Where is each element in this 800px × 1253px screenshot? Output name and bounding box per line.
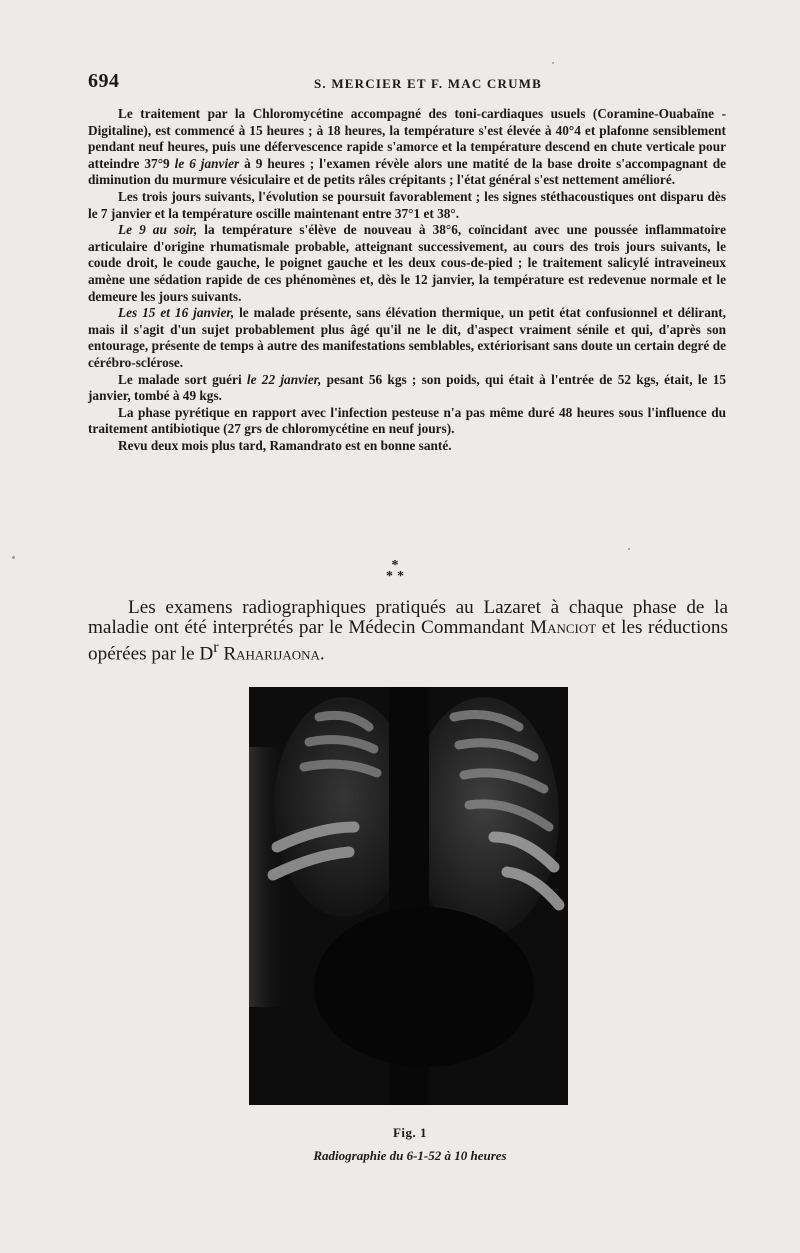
running-head: S. MERCIER ET F. MAC CRUMB: [313, 76, 543, 91]
italic-date: le 6 janvier: [174, 155, 240, 171]
author-name: Manciot: [530, 617, 597, 638]
figure-label: Fig. 1: [392, 1125, 428, 1140]
paragraph: [88, 106, 726, 189]
asterism-row-2: **: [386, 569, 408, 584]
lead-paragraph: [88, 598, 728, 664]
paragraph: Revu deux mois plus tard, Ramandrato est en bonne santé.: [118, 437, 452, 453]
paragraph: [88, 305, 726, 371]
italic-date: Les 15 et 16 janvier,: [118, 305, 235, 321]
print-speck: [12, 556, 15, 559]
text-span: et les réductions opérées par le D: [88, 617, 728, 665]
paragraph: [88, 598, 728, 664]
text-span: le malade présente, sans élévation thermique, un petit état confusionnel et délirant, mais il s'agit d'un sujet probablement plus âgé qu'il ne le dit, d'aspect vraiment sénile et qui, d'après son entourage, présente de temps à autre des manifestations semblables, extériorisant sans doute un certain degré de cérébro-sclérose.: [88, 305, 726, 370]
radiograph-image: [249, 687, 568, 1105]
text-span: Les examens radiographiques pratiqués au Lazaret à chaque phase de la maladie ont été interprétés par le Médecin Commandant: [88, 597, 728, 638]
superscript: r: [213, 639, 219, 656]
body-text: [88, 106, 726, 454]
paragraph: [88, 372, 726, 405]
text-span: Le malade sort guéri: [118, 371, 247, 387]
figure-caption: Radiographie du 6-1-52 à 10 heures: [313, 1148, 507, 1163]
text-span: Le traitement par la Chloromycétine accompagné des toni-cardiaques usuels (Coramine-Ouabaïne - Digitaline), est commencé à 15 heures ; à 18 heures, la température s'est élevée à 40°4 et plafonne sensiblement pendant neuf heures, puis une défervescence rapide s'amorce et la température descend en chute verticale pour atteindre 37°9: [88, 106, 726, 171]
page-number: 694: [88, 70, 120, 92]
text-span: la température s'élève de nouveau à 38°6, coïncidant avec une poussée inflammatoire articulaire d'origine rhumatismale probable, atteignant successivement, au cours des trois jours suivants, le coude droit, le coude gauche, le poignet gauche et les deux cous-de-pied ; le traitement salicylé intraveineux amène une sédation rapide de ces phénomènes et, dès le 12 janvier, la température est redevenue normale et le demeure les jours suivants.: [88, 222, 726, 304]
asterism-row-1: *: [391, 558, 399, 573]
page-header: [88, 70, 728, 94]
text-span: à 9 heures ; l'examen révèle alors une matité de la base droite s'accompagnant de diminution du murmure vésiculaire et de petits râles crépitants ; l'état général s'est nettement amélioré.: [88, 155, 726, 188]
paragraph: Les trois jours suivants, l'évolution se poursuit favorablement ; les signes stéthacoustiques ont disparu dès le 7 janvier et la température oscille maintenant entre 37°1 et 38°.: [88, 188, 726, 221]
paragraph: [88, 222, 726, 305]
author-name: Raharijaona: [223, 643, 320, 665]
print-speck: [552, 62, 554, 64]
paragraph: La phase pyrétique en rapport avec l'infection pesteuse n'a pas même duré 48 heures sous l'influence du traitement antibiotique (27 grs de chloromycétine en neuf jours).: [88, 404, 726, 437]
italic-date: le 22 janvier,: [246, 371, 322, 387]
italic-date: Le 9 au soir,: [118, 222, 198, 238]
text-span: .: [319, 643, 325, 665]
asterism-separator: [370, 560, 420, 582]
text-span: pesant 56 kgs ; son poids, qui était à l'entrée de 52 kgs, était, le 15 janvier, tombé à 49 kgs.: [88, 371, 726, 404]
chest-xray-graphic: [249, 687, 568, 1105]
print-speck: [628, 548, 630, 550]
